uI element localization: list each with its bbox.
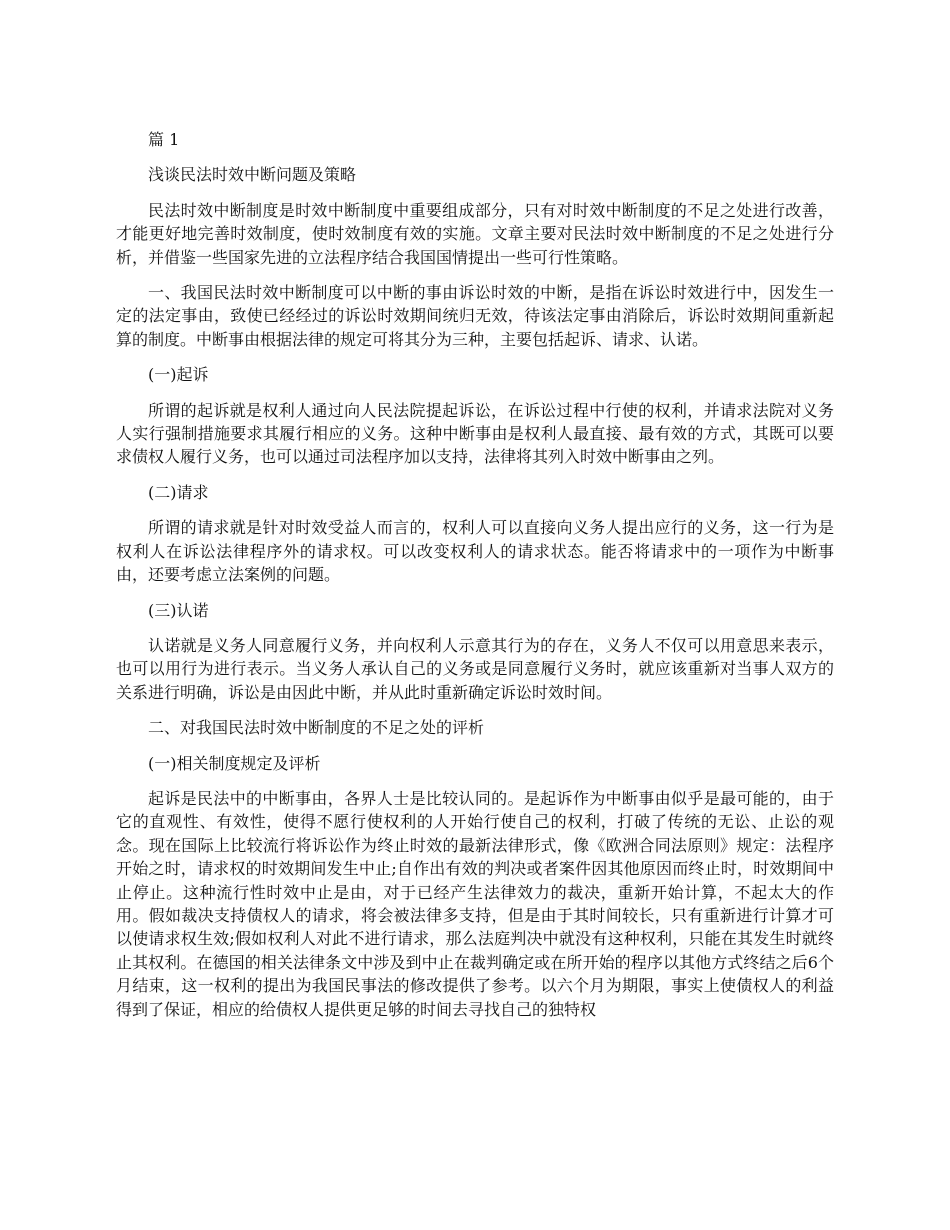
heading-section-2: 二、对我国民法时效中断制度的不足之处的评析 <box>148 718 485 738</box>
paragraph-rennuo: 认诺就是义务人同意履行义务，并向权利人示意其行为的存在，义务人不仅可以用意思来表示，也可以用行为进行表示。当义务人承认自己的义务或是同意履行义务时，就应该重新对当事人双方的关系进行明确，诉讼是由因此中断，并从此时重新确定诉讼时效时间。 <box>116 635 834 702</box>
document-title: 浅谈民法时效中断问题及策略 <box>148 165 357 185</box>
paragraph-qisu: 所谓的起诉就是权利人通过向人民法院提起诉讼，在诉讼过程中行使的权利，并请求法院对义务人实行强制措施要求其履行相应的义务。这种中断事由是权利人最直接、最有效的方式，其既可以要求债权人履行义务，也可以通过司法程序加以支持，法律将其列入时效中断事由之列。 <box>116 400 834 467</box>
paragraph-related-rules: 起诉是民法中的中断事由，各界人士是比较认同的。是起诉作为中断事由似乎是最可能的，由于它的直观性、有效性，使得不愿行使权利的人开始行使自己的权利，打破了传统的无讼、止讼的观念。现在国际上比较流行将诉讼作为终止时效的最新法律形式，像《欧洲合同法原则》规定：法程序开始之时，请求权的时效期间发生中止;自作出有效的判决或者案件因其他原因而终止时，时效期间中止停止。这种流行性时效中止是由，对于已经产生法律效力的裁决，重新开始计算，不起太大的作用。假如裁决支持债权人的请求，将会被法律多支持，但是由于其时间较长，只有重新进行计算才可以使请求权生效;假如权利人对此不进行请求，那么法庭判决中就没有这种权利，只能在其发生时就终止其权利。在德国的相关法律条文中涉及到中止在裁判确定或在所开始的程序以其他方式终结之后6个月结束，这一权利的提出为我国民事法的修改提供了参考。以六个月为期限，事实上使债权人的利益得到了保证，相应的给债权人提供更足够的时间去寻找自己的独特权 <box>116 788 834 1019</box>
section-label: 篇 1 <box>148 130 180 149</box>
subheading-qingqiu: (二)请求 <box>148 482 209 502</box>
subheading-related-rules: (一)相关制度规定及评析 <box>148 753 321 773</box>
paragraph-section-1: 一、我国民法时效中断制度可以中断的事由诉讼时效的中断，是指在诉讼时效进行中，因发生一定的法定事由，致使已经经过的诉讼时效期间统归无效，待该法定事由消除后，诉讼时效期间重新起算的制度。中断事由根据法律的规定可将其分为三种，主要包括起诉、请求、认诺。 <box>116 283 834 349</box>
subheading-rennuo: (三)认诺 <box>148 600 209 620</box>
paragraph-intro: 民法时效中断制度是时效中断制度中重要组成部分，只有对时效中断制度的不足之处进行改善，才能更好地完善时效制度，使时效制度有效的实施。文章主要对民法时效中断制度的不足之处进行分析，并借鉴一些国家先进的立法程序结合我国国情提出一些可行性策略。 <box>116 200 834 267</box>
subheading-qisu: (一)起诉 <box>148 365 209 385</box>
paragraph-qingqiu: 所谓的请求就是针对时效受益人而言的，权利人可以直接向义务人提出应行的义务，这一行为是权利人在诉讼法律程序外的请求权。可以改变权利人的请求状态。能否将请求中的一项作为中断事由，还要考虑立法案例的问题。 <box>116 518 834 585</box>
